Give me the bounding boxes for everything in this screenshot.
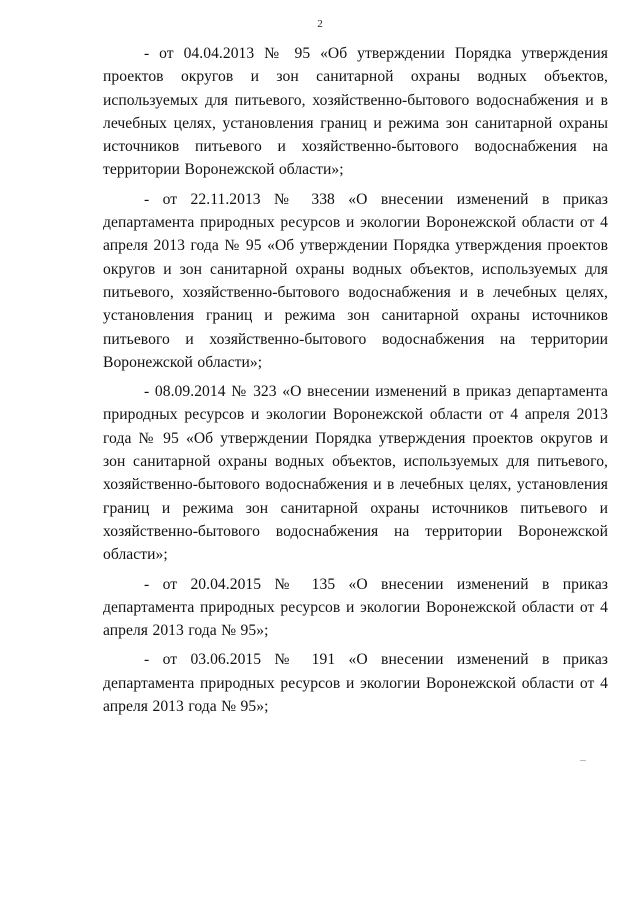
list-item-order-2015-135: - от 20.04.2015 № 135 «О внесении изменений в приказ департамента природных ресурсов и экологии Воронежской области от 4 апреля 2013 года № 95»; bbox=[103, 575, 608, 640]
document-body bbox=[103, 42, 608, 724]
page-number: 2 bbox=[317, 18, 323, 30]
scan-speck bbox=[580, 760, 586, 761]
list-item-order-2015-191: - от 03.06.2015 № 191 «О внесении изменений в приказ департамента природных ресурсов и экологии Воронежской области от 4 апреля 2013 года № 95»; bbox=[103, 651, 608, 716]
list-item-order-2014-323: - 08.09.2014 № 323 «О внесении изменений в приказ департамента природных ресурсов и экологии Воронежской области от 4 апреля 2013 года № 95 «Об утверждении Порядка утверждения проектов округов и зон санитарной охраны водных объектов, используемых для питьевого, хозяйственно-бытового водоснабжения и в лечебных целях, установления границ и режима зон санитарной охраны источников питьевого и хозяйственно-бытового водоснабжения на территории Воронежской области»; bbox=[103, 383, 608, 564]
list-item-order-2013-95: - от 04.04.2013 № 95 «Об утверждении Порядка утверждения проектов округов и зон санитарной охраны водных объектов, используемых для питьевого, хозяйственно-бытового водоснабжения и в лечебных целях, установления границ и режима зон санитарной охраны источников питьевого и хозяйственно-бытового водоснабжения на территории Воронежской области»; bbox=[103, 45, 608, 179]
list-item-order-2013-338: - от 22.11.2013 № 338 «О внесении изменений в приказ департамента природных ресурсов и экологии Воронежской области от 4 апреля 2013 года № 95 «Об утверждении Порядка утверждения проектов округов и зон санитарной охраны водных объектов, используемых для питьевого, хозяйственно-бытового водоснабжения и в лечебных целях, установления границ и режима зон санитарной охраны источников питьевого и хозяйственно-бытового водоснабжения на территории Воронежской области»; bbox=[103, 190, 608, 371]
